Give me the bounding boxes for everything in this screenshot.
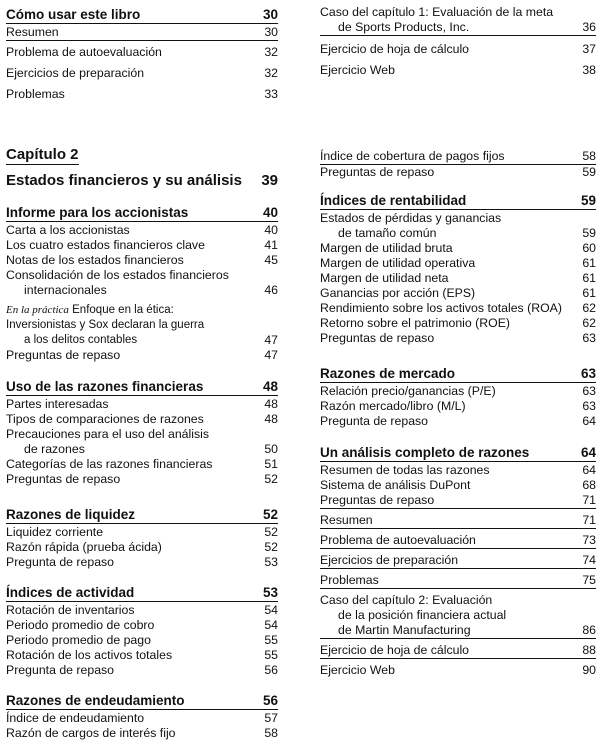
toc-page-number: 51	[264, 457, 278, 471]
toc-entry-label: Razones de liquidez	[6, 507, 136, 522]
practica-tag: En la práctica	[6, 304, 69, 316]
toc-page-number: 59	[582, 226, 596, 240]
toc-page-number: 73	[582, 533, 596, 547]
toc-page-number: 40	[262, 205, 278, 220]
toc-entry-label: Problemas	[6, 87, 65, 101]
toc-block-como-usar	[6, 6, 278, 102]
toc-entry[interactable]	[320, 414, 596, 429]
toc-entry[interactable]	[320, 256, 596, 271]
toc-heading[interactable]	[6, 378, 278, 396]
toc-entry-label: Caso del capítulo 1: Evaluación de la meta	[320, 5, 554, 19]
toc-entry-label: Ejercicio Web	[320, 63, 395, 77]
toc-entry-label: Precauciones para el uso del análisis	[6, 427, 210, 441]
toc-entry-label: Rotación de los activos totales	[6, 648, 173, 662]
toc-entry[interactable]	[6, 427, 278, 457]
toc-page-number: 63	[582, 384, 596, 398]
toc-entry[interactable]	[320, 513, 596, 529]
toc-page-number: 74	[582, 553, 596, 567]
toc-entry-label: Preguntas de repaso	[320, 331, 435, 345]
toc-entry[interactable]	[320, 316, 596, 331]
toc-entry-label: Carta a los accionistas	[6, 223, 130, 237]
toc-entry-label: Notas de los estados financieros	[6, 253, 184, 267]
toc-page-number: 32	[264, 66, 278, 80]
toc-entry-label: Resumen de todas las razones	[320, 463, 490, 477]
toc-page-number: 56	[262, 693, 278, 708]
toc-page-number: 57	[264, 711, 278, 725]
toc-entry[interactable]	[6, 472, 278, 487]
toc-page-number: 53	[264, 555, 278, 569]
toc-entry-label: Retorno sobre el patrimonio (ROE)	[320, 316, 510, 330]
toc-entry-label: Partes interesadas	[6, 397, 109, 411]
toc-entry-label: Consolidación de los estados financieros	[6, 268, 229, 282]
toc-page-number: 56	[264, 663, 278, 677]
toc-page-number: 90	[582, 663, 596, 677]
toc-entry-label: Ejercicios de preparación	[6, 66, 145, 80]
toc-entry-label-continued: de Martin Manufacturing	[338, 623, 471, 637]
toc-entry[interactable]	[320, 399, 596, 414]
toc-entry[interactable]	[6, 525, 278, 540]
toc-page-number: 75	[582, 573, 596, 587]
toc-page-number: 50	[264, 442, 278, 456]
toc-entry[interactable]	[320, 643, 596, 659]
chapter-header	[6, 146, 278, 190]
toc-entry[interactable]	[320, 211, 596, 241]
toc-entry[interactable]	[6, 711, 278, 726]
toc-page-number: 52	[264, 472, 278, 486]
toc-page-number: 64	[582, 414, 596, 428]
toc-entry[interactable]	[320, 331, 596, 346]
toc-entry-label: Índices de actividad	[6, 585, 135, 600]
toc-entry-label: Margen de utilidad bruta	[320, 241, 453, 255]
toc-entry-label: Razones de mercado	[320, 366, 456, 381]
toc-entry[interactable]	[320, 301, 596, 316]
toc-page-number: 63	[582, 331, 596, 345]
toc-entry[interactable]	[320, 533, 596, 549]
toc-page-number: 52	[264, 525, 278, 539]
toc-page-number: 62	[582, 316, 596, 330]
toc-block-actividad	[6, 584, 278, 678]
toc-page-number: 30	[262, 7, 278, 22]
toc-page-number: 48	[264, 412, 278, 426]
toc-entry[interactable]	[6, 253, 278, 268]
toc-entry[interactable]	[320, 553, 596, 569]
toc-page-number: 58	[582, 149, 596, 163]
toc-entry-label-continued: de tamaño común	[338, 226, 437, 240]
toc-entry-label: Los cuatro estados financieros clave	[6, 238, 205, 252]
toc-entry[interactable]	[6, 268, 278, 298]
toc-entry-label: Preguntas de repaso	[6, 472, 121, 486]
toc-entry-label: Razón mercado/libro (M/L)	[320, 399, 466, 413]
toc-entry-label: Razones de endeudamiento	[6, 693, 185, 708]
toc-block-informe	[6, 204, 278, 363]
toc-entry[interactable]	[6, 45, 278, 60]
toc-page-number: 33	[264, 87, 278, 101]
toc-page-number: 48	[262, 379, 278, 394]
chapter-title-row[interactable]	[6, 171, 278, 190]
toc-heading[interactable]	[320, 365, 596, 383]
toc-entry[interactable]	[320, 149, 596, 165]
toc-entry-label-continued: de Sports Products, Inc.	[338, 20, 470, 34]
toc-entry-label: Relación precio/ganancias (P/E)	[320, 384, 496, 398]
toc-entry[interactable]	[6, 66, 278, 81]
toc-entry-label: Índice de endeudamiento	[6, 711, 145, 725]
toc-entry-label: Rotación de inventarios	[6, 603, 135, 617]
toc-entry[interactable]	[320, 493, 596, 509]
toc-page-number: 55	[264, 633, 278, 647]
toc-heading[interactable]	[6, 204, 278, 222]
toc-page-number: 71	[582, 493, 596, 507]
toc-entry-label-continued: Inversionistas y Sox declaran la guerra	[6, 319, 205, 331]
toc-entry-label-continued: de razones	[24, 442, 85, 456]
toc-entry[interactable]	[6, 412, 278, 427]
toc-entry[interactable]	[6, 397, 278, 412]
toc-page-number: 88	[582, 643, 596, 657]
toc-heading[interactable]	[6, 584, 278, 602]
toc-page-number: 60	[582, 241, 596, 255]
toc-entry-label: Resumen	[320, 513, 373, 527]
toc-entry[interactable]	[6, 555, 278, 570]
toc-entry[interactable]	[320, 463, 596, 478]
toc-entry[interactable]	[6, 726, 278, 741]
toc-page-number: 63	[580, 366, 596, 381]
toc-entry-label: Ganancias por acción (EPS)	[320, 286, 476, 300]
toc-page-number: 61	[582, 256, 596, 270]
toc-entry[interactable]	[6, 87, 278, 102]
toc-page-number: 68	[582, 478, 596, 492]
toc-entry-label: Pregunta de repaso	[6, 555, 115, 569]
toc-entry-label: Categorías de las razones financieras	[6, 457, 213, 471]
toc-heading[interactable]	[320, 192, 596, 210]
toc-entry-label: Índice de cobertura de pagos fijos	[320, 149, 505, 163]
toc-page-number: 86	[582, 623, 596, 637]
toc-entry-label: Caso del capítulo 2: Evaluación	[320, 593, 493, 607]
toc-block-liquidez	[6, 506, 278, 570]
toc-entry-label: Índices de rentabilidad	[320, 193, 467, 208]
toc-entry-label: Tipos de comparaciones de razones	[6, 412, 204, 426]
toc-entry-label-continued: a los delitos contables	[24, 334, 138, 346]
toc-entry-label: Un análisis completo de razones	[320, 445, 530, 460]
toc-entry-label: Estados de pérdidas y ganancias	[320, 211, 502, 225]
toc-heading[interactable]	[6, 6, 278, 24]
toc-block-endeudamiento	[6, 692, 278, 741]
toc-entry[interactable]	[320, 593, 596, 639]
toc-entry-label: Sistema de análisis DuPont	[320, 478, 471, 492]
toc-page-number: 47	[264, 333, 278, 347]
toc-entry-label: Resumen	[6, 25, 59, 39]
toc-entry-label: Ejercicio Web	[320, 663, 395, 677]
toc-entry-label: Pregunta de repaso	[320, 414, 429, 428]
toc-entry[interactable]	[320, 271, 596, 286]
toc-page-number: 64	[582, 463, 596, 477]
toc-page-number: 52	[262, 507, 278, 522]
toc-page-number: 58	[264, 726, 278, 740]
toc-entry[interactable]	[6, 603, 278, 618]
toc-entry-label: Cómo usar este libro	[6, 7, 141, 22]
toc-heading[interactable]	[6, 692, 278, 710]
toc-entry[interactable]	[6, 540, 278, 555]
toc-page-number: 59	[582, 165, 596, 179]
toc-entry[interactable]	[6, 648, 278, 663]
toc-entry[interactable]	[6, 25, 278, 41]
toc-page-number: 30	[264, 25, 278, 39]
toc-block-cap2-cont	[320, 149, 596, 180]
toc-page-number: 61	[582, 286, 596, 300]
toc-page-number: 52	[264, 540, 278, 554]
toc-entry-label: Razón de cargos de interés fijo	[6, 726, 176, 740]
toc-page-number: 40	[264, 223, 278, 237]
toc-entry[interactable]	[6, 223, 278, 238]
toc-block-rentabilidad	[320, 192, 596, 346]
toc-page-number: 54	[264, 618, 278, 632]
toc-entry-label: Periodo promedio de cobro	[6, 618, 155, 632]
toc-entry-label: Liquidez corriente	[6, 525, 104, 539]
toc-entry[interactable]	[320, 286, 596, 301]
toc-page-number: 62	[582, 301, 596, 315]
toc-page-number: 71	[582, 513, 596, 527]
toc-entry-label: Ejercicio de hoja de cálculo	[320, 643, 470, 657]
toc-entry-label: Informe para los accionistas	[6, 205, 189, 220]
toc-heading[interactable]	[6, 506, 278, 524]
toc-entry-label: Rendimiento sobre los activos totales (ROA)	[320, 301, 562, 315]
toc-heading[interactable]	[320, 444, 596, 462]
toc-entry-label: Uso de las razones financieras	[6, 379, 204, 394]
toc-entry-label: Periodo promedio de pago	[6, 633, 151, 647]
toc-entry[interactable]	[6, 238, 278, 253]
toc-page-number: 48	[264, 397, 278, 411]
toc-page-number: 45	[264, 253, 278, 267]
toc-page-number: 38	[582, 63, 596, 77]
toc-entry-label: Margen de utilidad operativa	[320, 256, 476, 270]
toc-entry-label: Ejercicios de preparación	[320, 553, 459, 567]
chapter-title: Estados financieros y su análisis	[6, 172, 242, 189]
toc-entry[interactable]	[6, 457, 278, 472]
toc-entry-label: Problema de autoevaluación	[6, 45, 162, 59]
toc-page-number: 41	[264, 238, 278, 252]
toc-block-mercado	[320, 365, 596, 429]
toc-entry[interactable]	[320, 63, 596, 78]
toc-page-number: 47	[264, 348, 278, 362]
toc-page-number: 59	[580, 193, 596, 208]
toc-entry[interactable]	[6, 633, 278, 648]
toc-entry-label: Preguntas de repaso	[320, 493, 435, 507]
toc-entry[interactable]	[320, 165, 596, 180]
toc-entry-label: Pregunta de repaso	[6, 663, 115, 677]
toc-entry-label: Ejercicio de hoja de cálculo	[320, 42, 470, 56]
toc-block-completo	[320, 444, 596, 509]
toc-page-number: 64	[580, 445, 596, 460]
toc-entry-label: Enfoque en la ética:	[72, 304, 174, 316]
toc-page-number: 54	[264, 603, 278, 617]
toc-page-number: 46	[264, 283, 278, 297]
toc-entry-label-continued: de la posición financiera actual	[338, 608, 507, 622]
toc-page-number: 61	[582, 271, 596, 285]
toc-entry-label: Preguntas de repaso	[320, 165, 435, 179]
toc-page-number: 36	[582, 20, 596, 34]
toc-entry[interactable]	[320, 241, 596, 256]
toc-block-end	[320, 513, 596, 678]
toc-entry-label: Margen de utilidad neta	[320, 271, 449, 285]
toc-entry[interactable]	[6, 618, 278, 633]
toc-entry-label: Problema de autoevaluación	[320, 533, 476, 547]
toc-page-number: 53	[262, 585, 278, 600]
toc-entry[interactable]	[320, 384, 596, 399]
toc-page-number: 37	[582, 42, 596, 56]
toc-entry[interactable]	[6, 663, 278, 678]
toc-entry[interactable]	[320, 42, 596, 57]
toc-page-number: 39	[261, 172, 278, 189]
toc-page-number: 32	[264, 45, 278, 59]
toc-entry[interactable]	[320, 663, 596, 678]
toc-page-number: 55	[264, 648, 278, 662]
toc-entry-label: Problemas	[320, 573, 379, 587]
toc-entry[interactable]	[320, 573, 596, 589]
toc-block-cap1-end	[320, 5, 596, 78]
toc-page-number: 63	[582, 399, 596, 413]
toc-entry-practica[interactable]	[6, 303, 278, 348]
toc-entry-label: Razón rápida (prueba ácida)	[6, 540, 162, 554]
toc-entry[interactable]	[320, 5, 596, 36]
toc-entry[interactable]	[320, 478, 596, 493]
toc-entry[interactable]	[6, 348, 278, 363]
toc-block-uso	[6, 378, 278, 487]
chapter-label: Capítulo 2	[6, 146, 79, 163]
toc-entry-label: Preguntas de repaso	[6, 348, 121, 362]
toc-entry-label-continued: internacionales	[24, 283, 107, 297]
